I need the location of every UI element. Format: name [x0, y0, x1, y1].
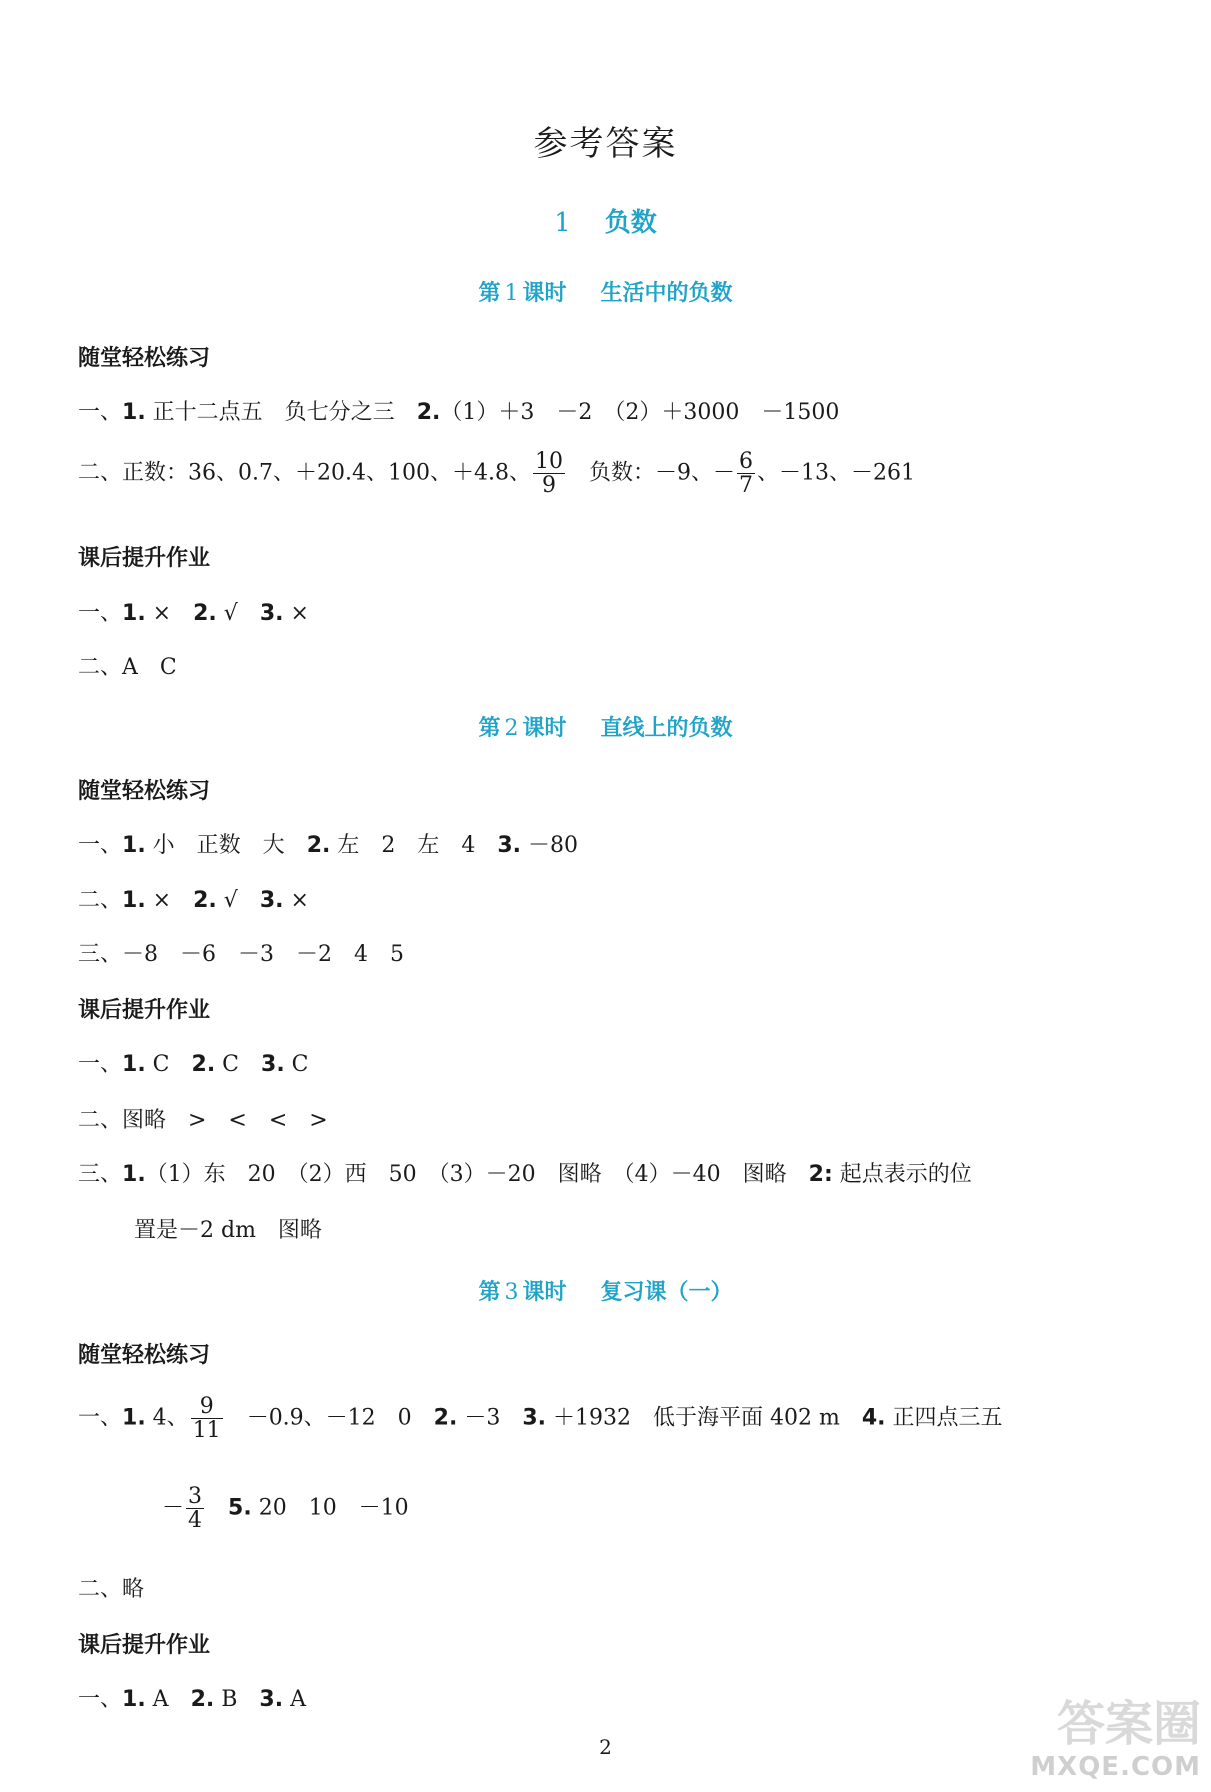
unit-name: 负数 — [604, 208, 657, 238]
answer-line: 三、1.（1）东 20 （2）西 50 （3）－20 图略 （4）－40 图略 2: 起点表示的位 — [78, 1162, 972, 1187]
answer-line: 二、正数：36、0.7、＋20.4、100、＋4.8、 $\frac{10}{9}$ 负数：－9、－ $\frac{6}{7}$ 、－13、－261 — [78, 449, 915, 499]
fraction: $\frac{9}{11}$ — [192, 1394, 221, 1444]
answer-line: 一、1. 正十二点五 负七分之三 2.（1）＋3 －2 （2）＋3000 －1500 — [78, 400, 840, 425]
unit-heading — [0, 202, 1211, 239]
answer-line: 一、1. × 2. √ 3. × — [78, 601, 309, 626]
section-practice-2: 随堂轻松练习 — [78, 779, 211, 804]
lesson-3-heading: 第 3 课时 复习课（一） — [478, 1280, 733, 1305]
page-number: 2 — [599, 1735, 612, 1759]
fraction: $\frac{6}{7}$ — [738, 449, 753, 499]
page-title: 参考答案 — [533, 124, 678, 164]
watermark-logo: 答案圈 MXQE.COM — [1030, 1696, 1201, 1782]
fraction: $\frac{3}{4}$ — [188, 1484, 203, 1534]
unit-number: 1 — [554, 208, 571, 238]
section-homework-2: 课后提升作业 — [78, 998, 211, 1023]
section-practice-3: 随堂轻松练习 — [78, 1343, 211, 1368]
answer-line: 一、1. 4、 $\frac{9}{11}$ －0.9、－12 0 2. －3 3. ＋1932 低于海平面 402 m 4. 正四点三五 — [78, 1394, 1003, 1444]
answer-line: 三、－8 －6 －3 －2 4 5 — [78, 942, 404, 967]
answer-line: 二、A C — [78, 655, 177, 680]
answer-line: 一、1. A 2. B 3. A — [78, 1687, 306, 1712]
section-homework-1: 课后提升作业 — [78, 546, 211, 571]
section-practice-1: 随堂轻松练习 — [78, 346, 211, 371]
answer-line: 一、1. C 2. C 3. C — [78, 1052, 309, 1077]
answer-line-continued: － $\frac{3}{4}$ 5. 20 10 －10 — [162, 1484, 409, 1534]
answer-line: 一、1. 小 正数 大 2. 左 2 左 4 3. －80 — [78, 833, 579, 858]
answer-line-continued: 置是－2 dm 图略 — [134, 1218, 322, 1243]
lesson-1-heading: 第 1 课时 生活中的负数 — [478, 281, 733, 306]
answer-line: 二、略 — [78, 1577, 145, 1602]
answer-line: 二、1. × 2. √ 3. × — [78, 888, 309, 913]
lesson-2-heading: 第 2 课时 直线上的负数 — [478, 716, 733, 741]
section-homework-3: 课后提升作业 — [78, 1633, 211, 1658]
fraction: $\frac{10}{9}$ — [534, 449, 563, 499]
answer-line: 二、图略 > < < > — [78, 1108, 328, 1133]
